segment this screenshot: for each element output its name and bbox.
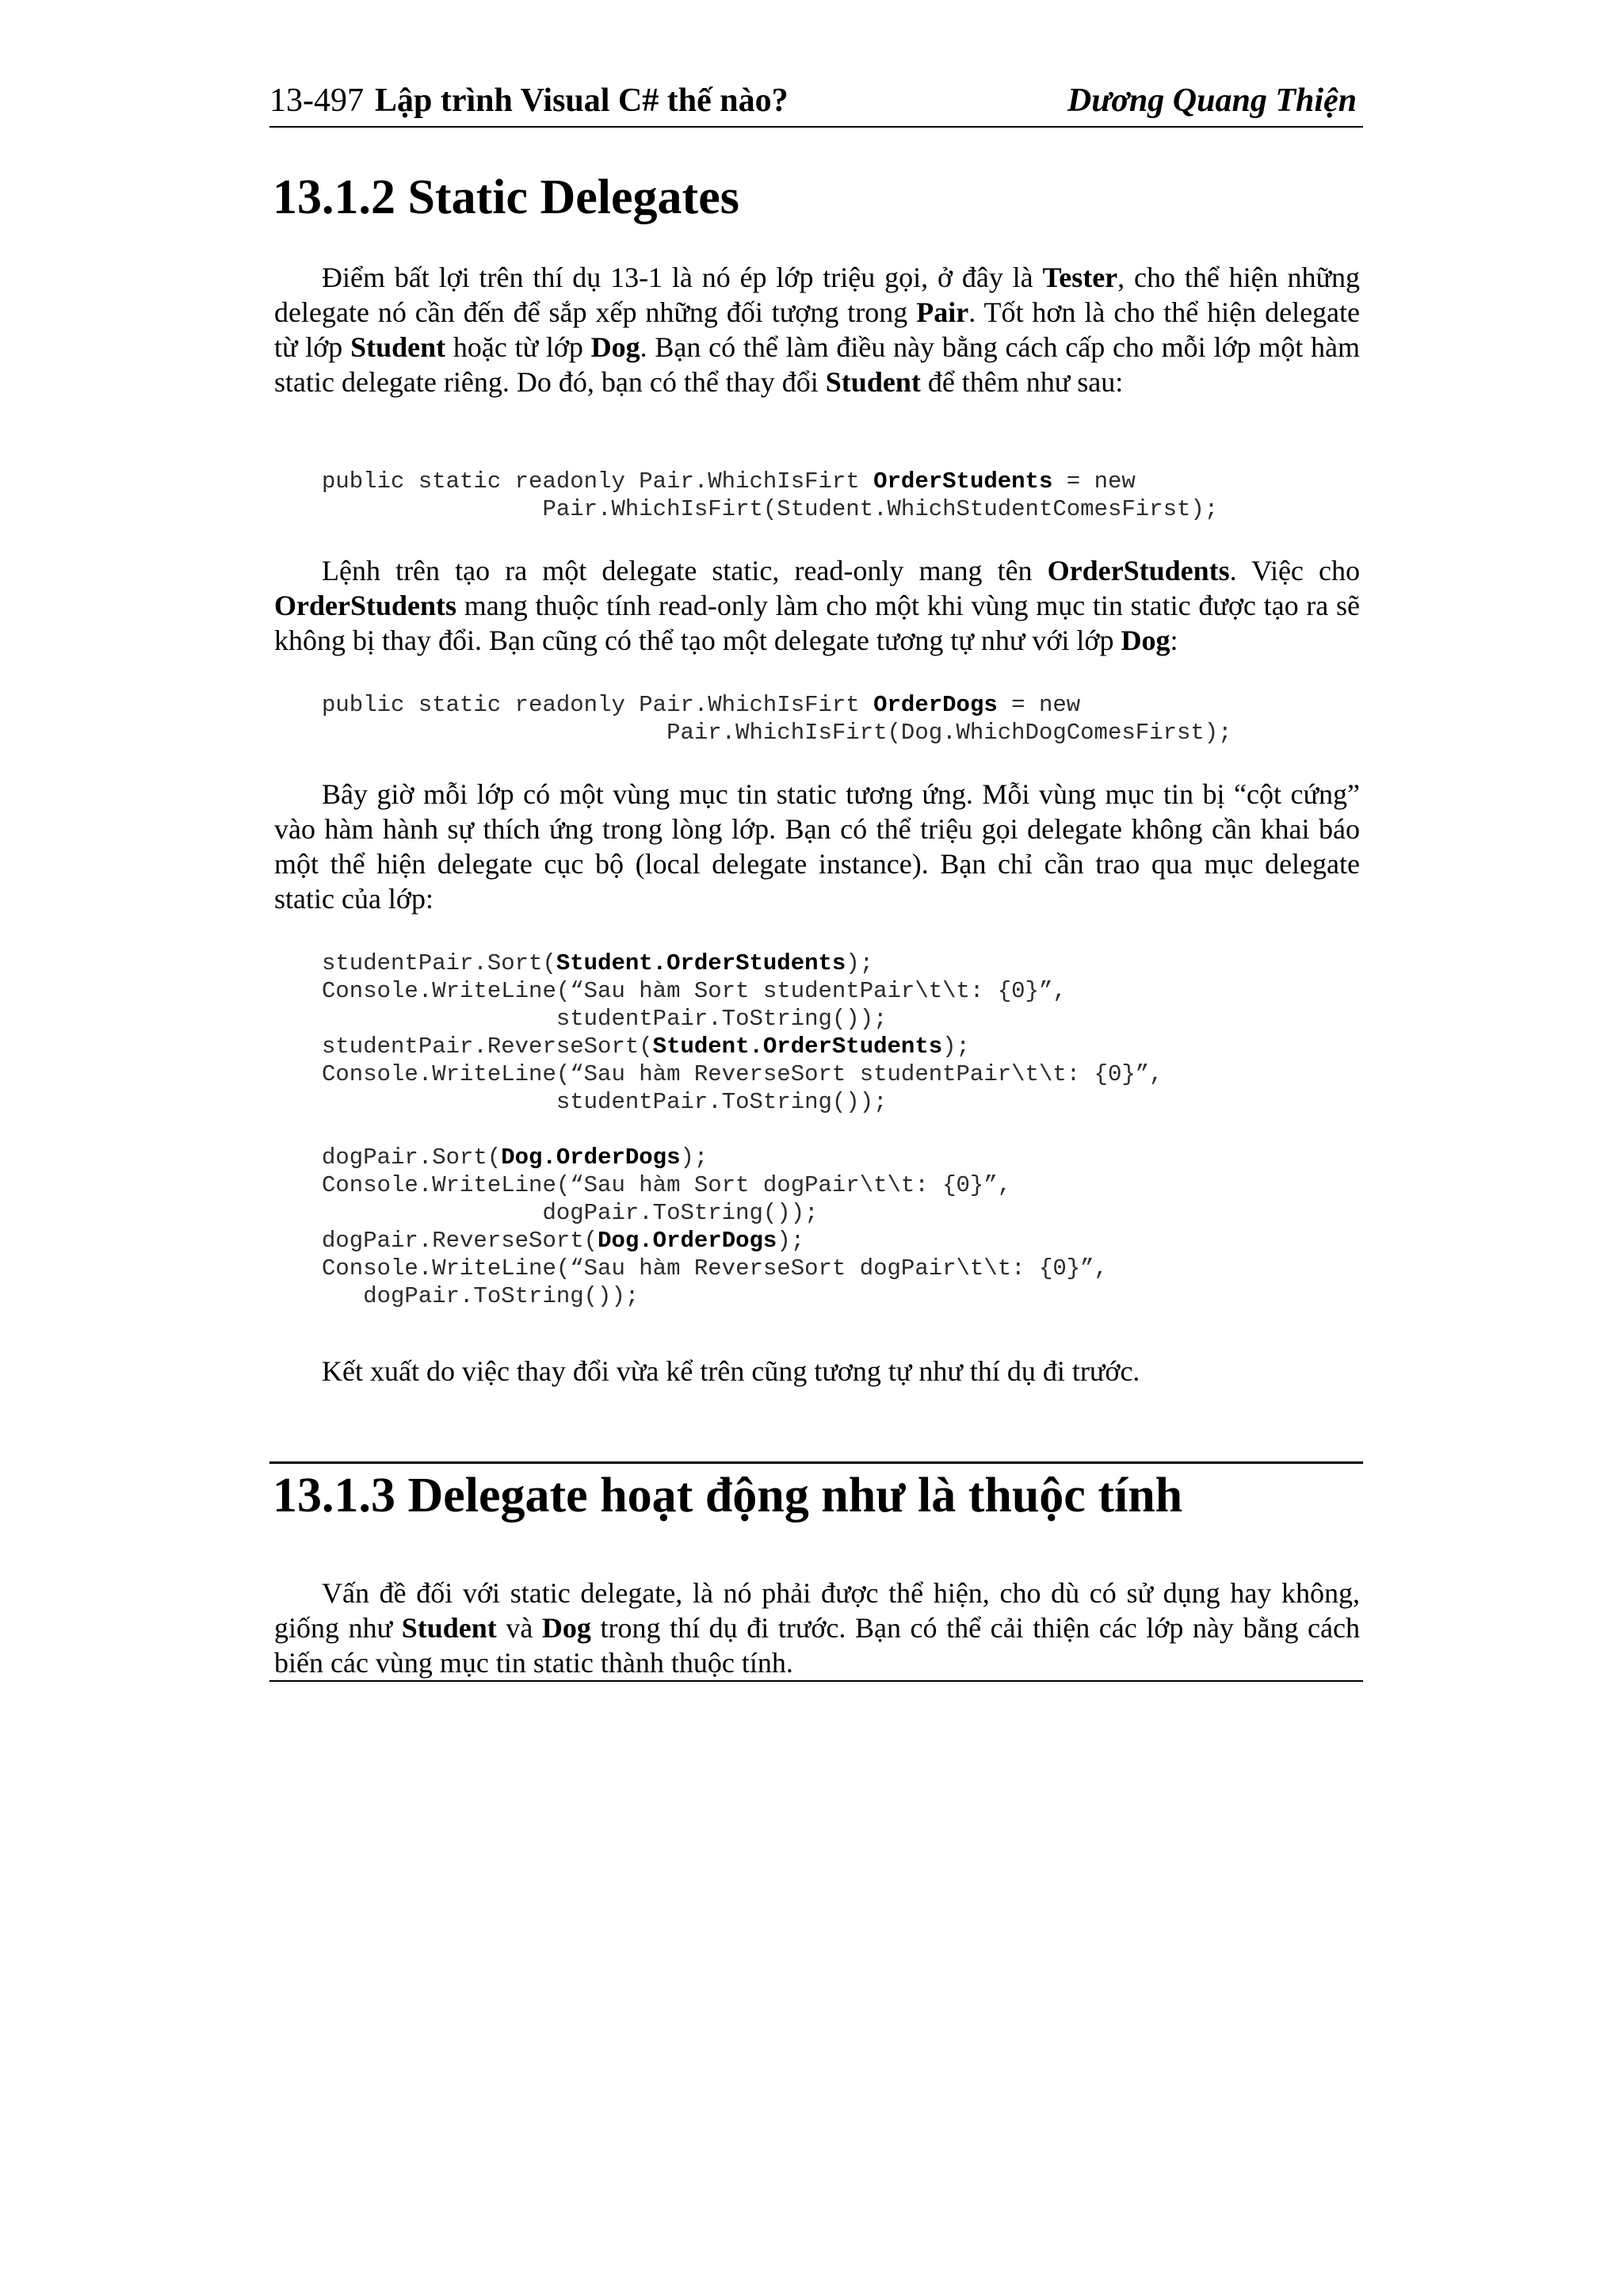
paragraph-delegate-property-intro: Vấn đề đối với static delegate, là nó phải được thể hiện, cho dù có sử dụng hay không, giống như Student và Dog trong thí dụ đi trước. Bạn có thể cải thiện các lớp này bằng cách biến các vùng mục tin static thành thuộc tính.	[274, 1577, 1360, 1679]
code-block-sort-calls	[322, 949, 1163, 1310]
section-heading-delegate-property: 13.1.3 Delegate hoạt động như là thuộc tính	[273, 1469, 1183, 1522]
section-heading-static-delegates: 13.1.2 Static Delegates	[273, 170, 739, 224]
code-line: Console.WriteLine(“Sau hàm Sort dogPair\t\t: {0}”,	[322, 1172, 1012, 1198]
paragraph-order-students-explained: Lệnh trên tạo ra một delegate static, read-only mang tên OrderStudents. Việc cho OrderStudents mang thuộc tính read-only làm cho một khi vùng mục tin static được tạo ra sẽ không bị thay đổi. Bạn cũng có thể tạo một delegate tương tự như với lớp Dog:	[274, 555, 1360, 656]
page-number: 13-497	[269, 82, 364, 119]
code-block-order-dogs: public static readonly Pair.WhichIsFirt OrderDogs = new Pair.WhichIsFirt(Dog.WhichDogComesFirst);	[322, 692, 1232, 746]
code-line: Console.WriteLine(“Sau hàm ReverseSort dogPair\t\t: {0}”,	[322, 1255, 1108, 1282]
book-title: Lập trình Visual C# thế nào?	[375, 82, 789, 119]
code-line: studentPair.Sort(Student.OrderStudents);	[322, 950, 874, 976]
code-line: dogPair.ReverseSort(Dog.OrderDogs);	[322, 1228, 805, 1254]
paragraph-static-field: Bây giờ mỗi lớp có một vùng mục tin static tương ứng. Mỗi vùng mục tin bị “cột cứng” vào hàm hành sự thích ứng trong lòng lớp. Bạn có thể triệu gọi delegate không cần khai báo một thể hiện delegate cục bộ (local delegate instance). Bạn chỉ cần trao qua mục delegate static của lớp:	[274, 778, 1360, 915]
code-line: Console.WriteLine(“Sau hàm Sort studentPair\t\t: {0}”,	[322, 978, 1067, 1004]
paragraph-output-note: Kết xuất do việc thay đổi vừa kể trên cũng tương tự như thí dụ đi trước.	[322, 1355, 1140, 1387]
code-line: studentPair.ToString());	[322, 1006, 888, 1032]
author-name: Dương Quang Thiện	[1067, 82, 1357, 119]
code-line: studentPair.ReverseSort(Student.OrderStudents);	[322, 1033, 970, 1060]
paragraph-static-delegates-intro: Điểm bất lợi trên thí dụ 13-1 là nó ép lớp triệu gọi, ở đây là Tester, cho thể hiện những delegate nó cần đến để sắp xếp những đối tượng trong Pair. Tốt hơn là cho thể hiện delegate từ lớp Student hoặc từ lớp Dog. Bạn có thể làm điều này bằng cách cấp cho mỗi lớp một hàm static delegate riêng. Do đó, bạn có thể thay đổi Student để thêm như sau:	[274, 262, 1361, 398]
code-line: dogPair.ToString());	[322, 1200, 819, 1226]
code-line: dogPair.ToString());	[322, 1283, 640, 1309]
code-line: Console.WriteLine(“Sau hàm ReverseSort studentPair\t\t: {0}”,	[322, 1061, 1163, 1087]
bottom-rule	[269, 1680, 1363, 1682]
running-header	[269, 75, 1363, 128]
section-divider	[269, 1461, 1363, 1464]
code-line: dogPair.Sort(Dog.OrderDogs);	[322, 1144, 708, 1171]
code-line: studentPair.ToString());	[322, 1089, 888, 1115]
code-block-order-students: public static readonly Pair.WhichIsFirt OrderStudents = new Pair.WhichIsFirt(Student.WhichStudentComesFirst);	[322, 468, 1219, 522]
